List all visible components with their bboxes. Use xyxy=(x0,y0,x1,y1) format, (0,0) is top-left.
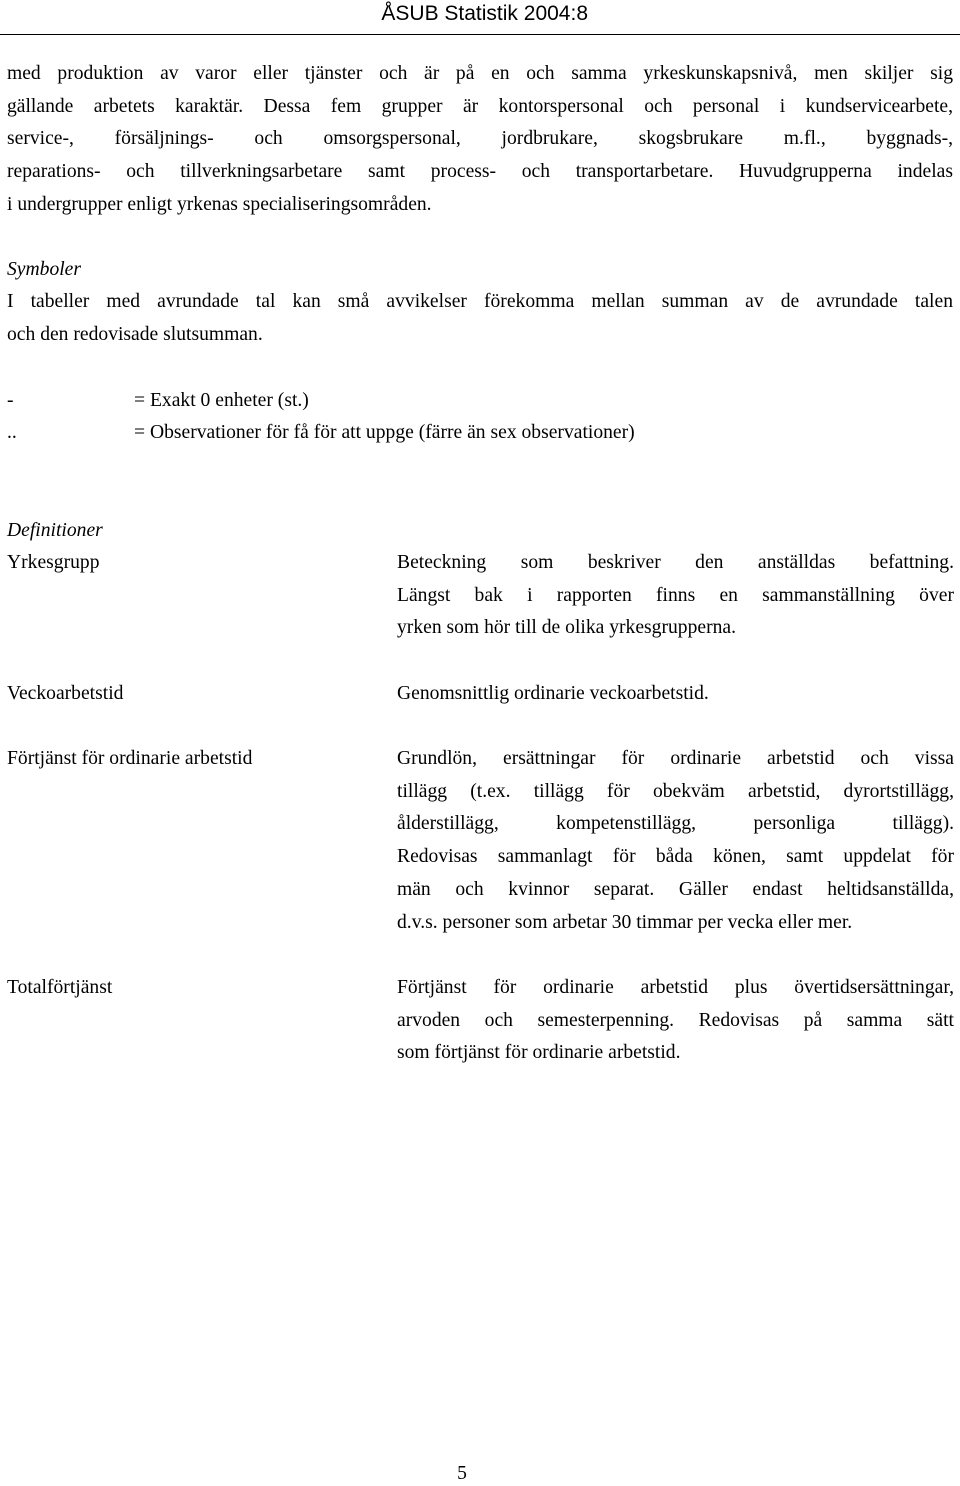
definition-line: Beteckning som beskriver den anställdas befattning. xyxy=(397,552,954,573)
definition-line: Grundlön, ersättningar för ordinarie arbetstid och vissa xyxy=(397,748,954,769)
symbol-key: .. xyxy=(7,422,17,443)
definitions-heading: Definitioner xyxy=(7,520,103,541)
page-number: 5 xyxy=(457,1463,467,1484)
definition-line: ålderstillägg, kompetenstillägg, personliga tillägg). xyxy=(397,813,954,835)
definition-description xyxy=(397,678,954,711)
definition-term: Totalförtjänst xyxy=(7,977,113,998)
definition-line: Längst bak i rapporten finns en sammanställning över xyxy=(397,584,954,606)
symbols-heading: Symboler xyxy=(7,259,82,280)
symbol-description: = Observationer för få för att uppge (färre än sex observationer) xyxy=(134,422,635,443)
definition-description xyxy=(397,547,954,645)
intro-line: med produktion av varor eller tjänster och är på en och samma yrkeskunskapsnivå, men skiljer sig xyxy=(7,63,953,84)
intro-line: gällande arbetets karaktär. Dessa fem grupper är kontorspersonal och personal i kundservicearbete, xyxy=(7,95,953,117)
definition-line: som förtjänst för ordinarie arbetstid. xyxy=(397,1042,681,1064)
page-header xyxy=(0,0,960,38)
intro-paragraph xyxy=(7,58,953,222)
intro-line: i undergrupper enligt yrkenas specialiseringsområden. xyxy=(7,193,432,215)
definition-line: tillägg (t.ex. tillägg för obekväm arbetstid, dyrortstillägg, xyxy=(397,780,954,802)
definition-term: Förtjänst för ordinarie arbetstid xyxy=(7,748,253,769)
definition-line: Genomsnittlig ordinarie veckoarbetstid. xyxy=(397,683,709,704)
header-rule xyxy=(0,34,960,35)
symbols-text-line: och den redovisade slutsumman. xyxy=(7,323,263,345)
definition-line: arvoden och semesterpenning. Redovisas på samma sätt xyxy=(397,1009,954,1031)
header-title: ÅSUB Statistik 2004:8 xyxy=(381,2,588,25)
symbol-description: = Exakt 0 enheter (st.) xyxy=(134,390,309,411)
definition-description xyxy=(397,743,954,939)
definition-line: Förtjänst för ordinarie arbetstid plus övertidsersättningar, xyxy=(397,977,954,998)
definition-term: Veckoarbetstid xyxy=(7,683,124,704)
intro-line: reparations- och tillverkningsarbetare samt process- och transportarbetare. Huvudgrupperna indelas xyxy=(7,161,953,183)
definition-line: män och kvinnor separat. Gäller endast heltidsanställda, xyxy=(397,878,954,900)
symbols-text-line: I tabeller med avrundade tal kan små avvikelser förekomma mellan summan av de avrundade talen xyxy=(7,291,953,312)
intro-line: service-, försäljnings- och omsorgspersonal, jordbrukare, skogsbrukare m.fl., byggnads-, xyxy=(7,128,953,150)
definition-description xyxy=(397,972,954,1070)
symbols-text xyxy=(7,286,953,351)
definition-term: Yrkesgrupp xyxy=(7,552,100,573)
definition-line: d.v.s. personer som arbetar 30 timmar per vecka eller mer. xyxy=(397,911,853,933)
definition-line: yrken som hör till de olika yrkesgrupperna. xyxy=(397,617,736,639)
symbol-key: - xyxy=(7,390,14,411)
definition-line: Redovisas sammanlagt för båda könen, samt uppdelat för xyxy=(397,846,954,868)
